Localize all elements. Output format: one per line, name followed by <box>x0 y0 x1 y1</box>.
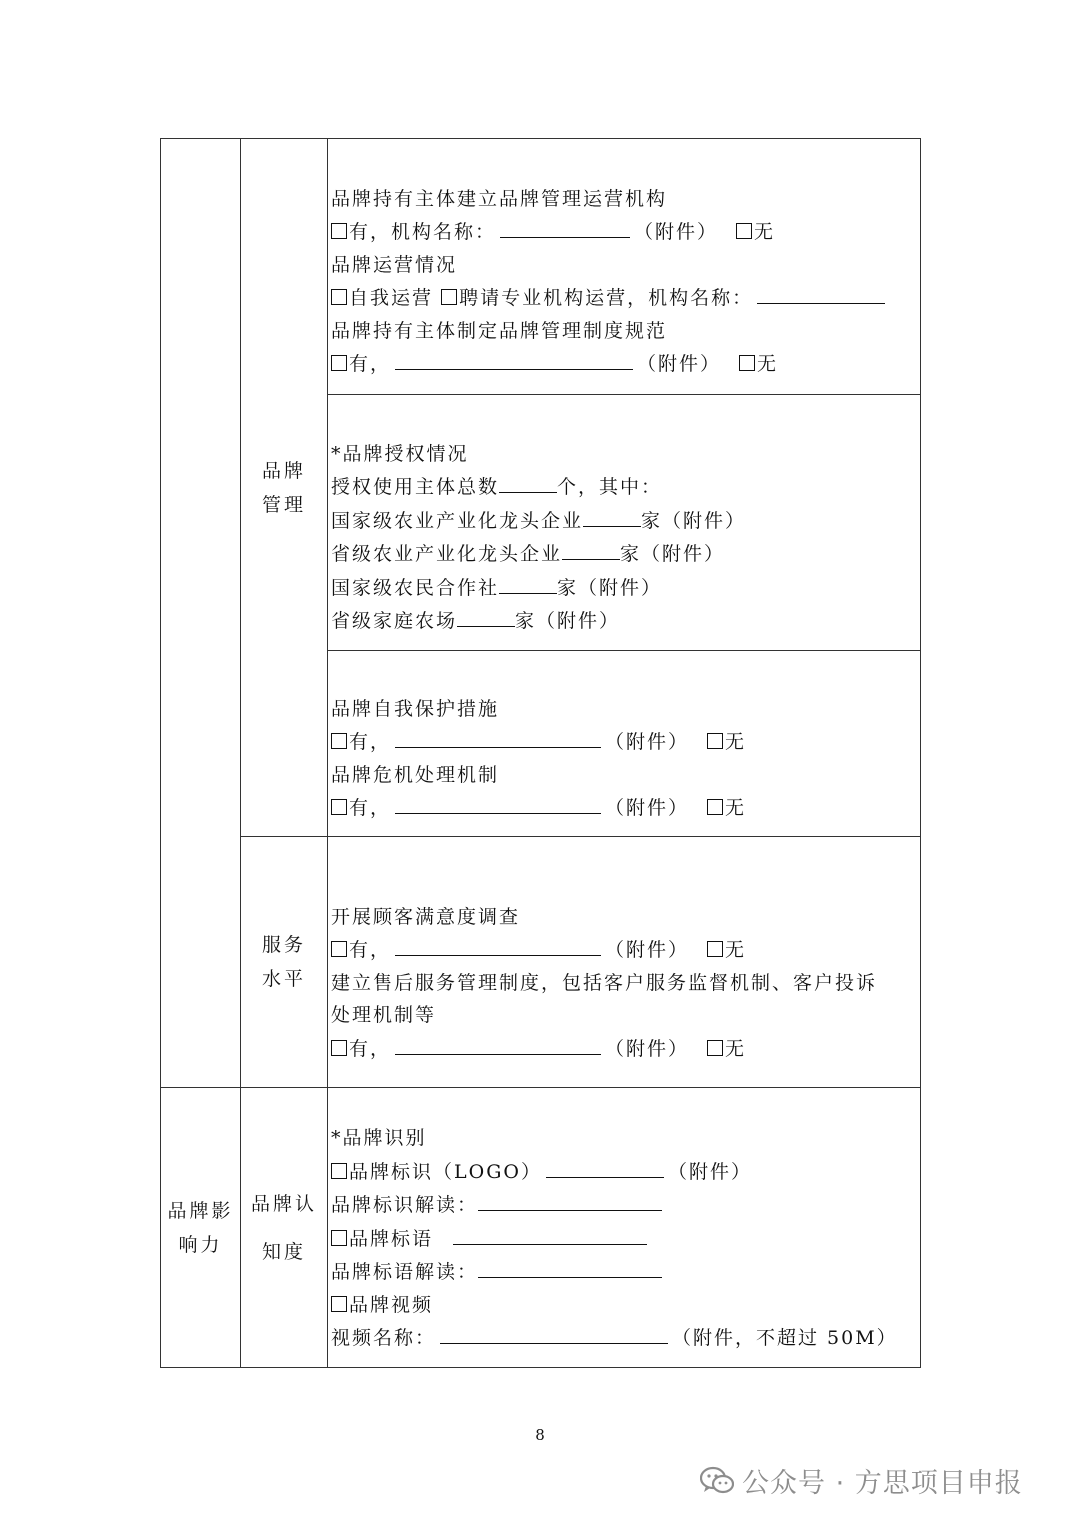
service-level-label: 服务水平 <box>241 837 328 1088</box>
protect-field[interactable] <box>395 725 601 748</box>
checkbox[interactable] <box>736 223 752 239</box>
checkbox[interactable] <box>331 289 347 305</box>
checkbox[interactable] <box>707 1040 723 1056</box>
after-sales-line2: 处理机制等 <box>331 1004 437 1027</box>
crisis-title: 品牌危机处理机制 <box>331 763 500 786</box>
provincial-field[interactable] <box>562 537 620 560</box>
checkbox[interactable] <box>331 355 347 371</box>
brand-management-label: 品牌管理 <box>241 139 328 837</box>
protect-cell: 品牌自我保护措施 有， （附件） 无 品牌危机处理机制 有， （附件） 无 <box>328 651 921 837</box>
auth-cell: *品牌授权情况 授权使用主体总数 个，其中： 国家级农业产业化龙头企业 家（附件） 省级农业产业化龙头企业 家（附件） 国家级农民合作社 家（附件） 省级家庭农场 家（附件） <box>328 395 921 651</box>
checkbox[interactable] <box>331 1230 347 1246</box>
checkbox[interactable] <box>331 941 347 957</box>
application-form-table <box>160 138 921 1368</box>
wechat-icon <box>700 1466 734 1496</box>
brand-awareness-label: 品牌认知度 <box>241 1088 328 1368</box>
page-number: 8 <box>535 1426 545 1444</box>
checkbox[interactable] <box>331 1163 347 1179</box>
checkbox[interactable] <box>707 733 723 749</box>
service-cell: 开展顾客满意度调查 有， （附件） 无 建立售后服务管理制度，包括客户服务监督机制、客户投诉 处理机制等 有， （附件） 无 <box>328 837 921 1088</box>
total-field[interactable] <box>499 470 557 493</box>
after-sales-line1: 建立售后服务管理制度，包括客户服务监督机制、客户投诉 <box>331 971 878 994</box>
auth-title: *品牌授权情况 <box>331 442 469 465</box>
system-title: 品牌持有主体制定品牌管理制度规范 <box>331 319 668 342</box>
logo-interp-field[interactable] <box>478 1188 662 1211</box>
org-title: 品牌持有主体建立品牌管理运营机构 <box>331 187 668 210</box>
survey-title: 开展顾客满意度调查 <box>331 905 521 928</box>
system-field[interactable] <box>395 347 633 370</box>
watermark-text: 公众号 · 方思项目申报 <box>742 1468 1023 1499</box>
checkbox[interactable] <box>331 1040 347 1056</box>
agency-name-field[interactable] <box>757 281 885 304</box>
identity-title: *品牌识别 <box>331 1127 427 1150</box>
checkbox[interactable] <box>331 223 347 239</box>
crisis-field[interactable] <box>395 791 601 814</box>
category-empty-cell <box>161 139 241 1088</box>
video-name-field[interactable] <box>440 1321 668 1344</box>
protect-title: 品牌自我保护措施 <box>331 697 500 720</box>
org-cell: 品牌持有主体建立品牌管理运营机构 有，机构名称： （附件） 无 品牌运营情况 自我运营 聘请专业机构运营，机构名称： 品牌持有主体制定品牌管理制度规范 有， （附件） 无 <box>328 139 921 395</box>
checkbox[interactable] <box>707 941 723 957</box>
national-field[interactable] <box>583 504 641 527</box>
checkbox[interactable] <box>331 733 347 749</box>
checkbox[interactable] <box>441 289 457 305</box>
slogan-interp-field[interactable] <box>478 1255 662 1278</box>
org-name-field[interactable] <box>500 215 630 238</box>
logo-field[interactable] <box>546 1155 664 1178</box>
watermark <box>700 1461 1023 1500</box>
ops-title: 品牌运营情况 <box>331 253 458 276</box>
checkbox[interactable] <box>739 355 755 371</box>
farm-field[interactable] <box>457 604 515 627</box>
coop-field[interactable] <box>499 571 557 594</box>
brand-influence-label: 品牌影响力 <box>161 1088 241 1368</box>
checkbox[interactable] <box>331 1296 347 1312</box>
slogan-field[interactable] <box>453 1222 647 1245</box>
after-sales-field[interactable] <box>395 1032 601 1055</box>
identity-cell: *品牌识别 品牌标识（LOGO） （附件） 品牌标识解读： 品牌标语 品牌标语解读： 品牌视频 视频名称： （附件，不超过 50M） <box>328 1088 921 1368</box>
checkbox[interactable] <box>707 799 723 815</box>
survey-field[interactable] <box>395 933 601 956</box>
checkbox[interactable] <box>331 799 347 815</box>
